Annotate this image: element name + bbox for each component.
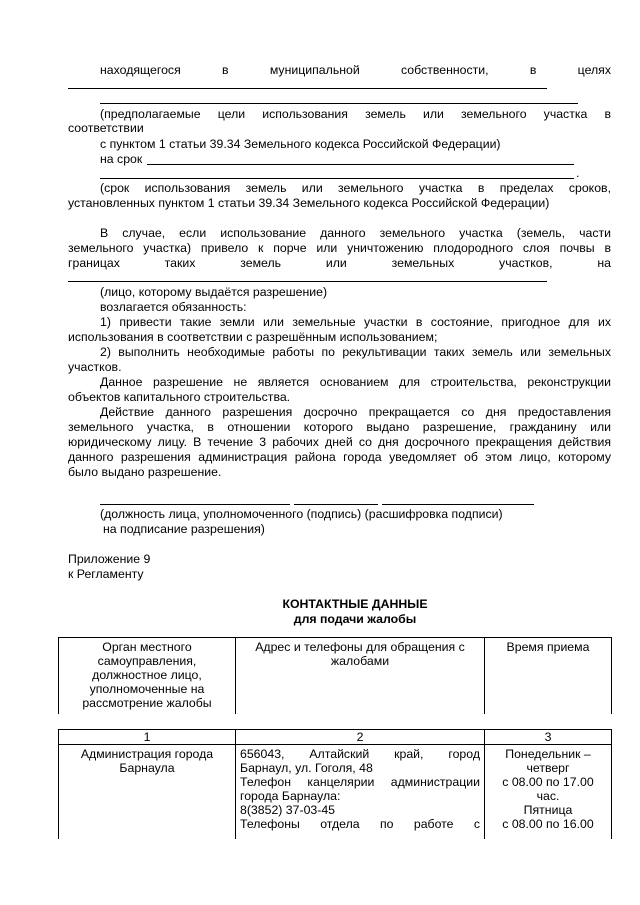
header-hours-cell [485, 638, 612, 714]
para3-line-a: Данное разрешение не является основанием для строительства, реконструкции [100, 375, 611, 389]
address-cell [236, 745, 485, 840]
page-subtitle: для подачи жалобы [293, 612, 417, 626]
person-blank-line [68, 281, 547, 282]
person-caption: (лицо, которому выдаётся разрешение) [100, 285, 328, 299]
hours-line: четверг [526, 761, 570, 775]
para4-line-a: Действие данного разрешения досрочно прекращается со дня предоставления [100, 405, 611, 419]
signature-blank-line [294, 504, 378, 505]
organ-line: Администрация города [80, 747, 214, 761]
organ-line: Барнаула [119, 761, 175, 775]
appendix-reference: к Регламенту [68, 567, 144, 581]
header-hours-line: Время приема [506, 640, 590, 654]
header-address-line: Адрес и телефоны для обращения с [255, 640, 465, 654]
signature-caption-2: на подписание разрешения) [103, 522, 265, 536]
term-blank-line-1 [147, 164, 574, 165]
duty-line: возлагается обязанность: [100, 300, 247, 314]
contacts-header-table [58, 637, 612, 714]
header-address-line: жалобами [330, 654, 390, 668]
purpose-caption-2: соответствии [68, 121, 144, 135]
term-caption-1: (срок использования земель или земельного участка в пределах сроков, [100, 181, 611, 195]
column-number-2: 2 [236, 730, 485, 745]
purpose-blank-line-2 [100, 103, 578, 104]
hours-cell [485, 745, 612, 840]
item1-line-b: использования в соответствии с разрешённым использованием; [68, 330, 438, 344]
para4-line-d: данного разрешения администрация района города уведомляет об этом лицо, которому [68, 450, 611, 464]
table-row [59, 745, 612, 840]
address-line: 656043, Алтайский край, город [240, 747, 480, 761]
item2-line-a: 2) выполнить необходимые работы по рекультивации таких земель или земельных [100, 345, 611, 359]
position-blank-line [100, 504, 290, 505]
column-number-1: 1 [59, 730, 236, 745]
term-caption-2: установленных пунктом 1 статьи 39.34 Земельного кодекса Российской Федерации) [68, 196, 550, 210]
term-blank-line-2 [100, 178, 574, 179]
appendix-number: Приложение 9 [68, 552, 151, 566]
address-line: Барнаул, ул. Гоголя, 48 [240, 761, 373, 775]
page-title: КОНТАКТНЫЕ ДАННЫЕ [282, 597, 428, 611]
decoding-blank-line [382, 504, 534, 505]
header-organ-line: Орган местного [102, 640, 192, 654]
hours-line: Понедельник – [505, 747, 591, 761]
purpose-intro-line: находящегося в муниципальной собственности, в целях [100, 63, 611, 77]
item2-line-b: участков. [68, 360, 122, 374]
para4-line-c: юридическому лицу. В течение 3 рабочих дней со дня досрочного прекращения действия [68, 435, 611, 449]
header-organ-cell [59, 638, 236, 714]
case-line-1: В случае, если использование данного земельного участка (земель, части [100, 226, 611, 240]
header-organ-line: самоуправления, [97, 654, 197, 668]
address-line: Телефон канцелярии администрации [240, 775, 480, 789]
hours-line: с 08.00 по 17.00 [502, 775, 594, 789]
hours-line: с 08.00 по 16.00 [502, 817, 594, 831]
contacts-body-table [58, 729, 612, 839]
item1-line-a: 1) привести такие земли или земельные участки в состояние, пригодное для их [100, 315, 611, 329]
para4-line-b: земельного участка, в отношении которого выдано разрешение, гражданину или [68, 420, 611, 434]
hours-line: час. [536, 789, 560, 803]
address-line: Телефоны отдела по работе с [240, 817, 480, 831]
address-line: города Барнаула: [240, 789, 341, 803]
address-line: 8(3852) 37-03-45 [240, 803, 336, 817]
purpose-caption-1: (предполагаемые цели использования земель или земельного участка в [100, 107, 611, 121]
organ-cell [59, 745, 236, 840]
signature-caption-1: (должность лица, уполномоченного (подпись) (расшифровка подписи) [100, 507, 503, 521]
header-organ-line: уполномоченные на [89, 682, 205, 696]
header-organ-line: должностное лицо, [92, 668, 202, 682]
term-label: на срок [100, 152, 143, 166]
case-line-3: границах таких земель или земельных участков, на [68, 256, 611, 270]
hours-line: Пятница [523, 803, 573, 817]
para4-line-e: было выдано разрешение. [68, 465, 222, 479]
para3-line-b: объектов капитального строительства. [68, 390, 291, 404]
purpose-blank-line-1 [68, 88, 547, 89]
column-number-3: 3 [485, 730, 612, 745]
term-end-dot: . [576, 166, 580, 180]
header-organ-line: рассмотрение жалобы [82, 696, 212, 710]
case-line-2: земельного участка) привело к порче или уничтожению плодородного слоя почвы в [68, 241, 611, 255]
header-address-cell [236, 638, 485, 714]
purpose-caption-3: с пунктом 1 статьи 39.34 Земельного кодекса Российской Федерации) [100, 137, 501, 151]
